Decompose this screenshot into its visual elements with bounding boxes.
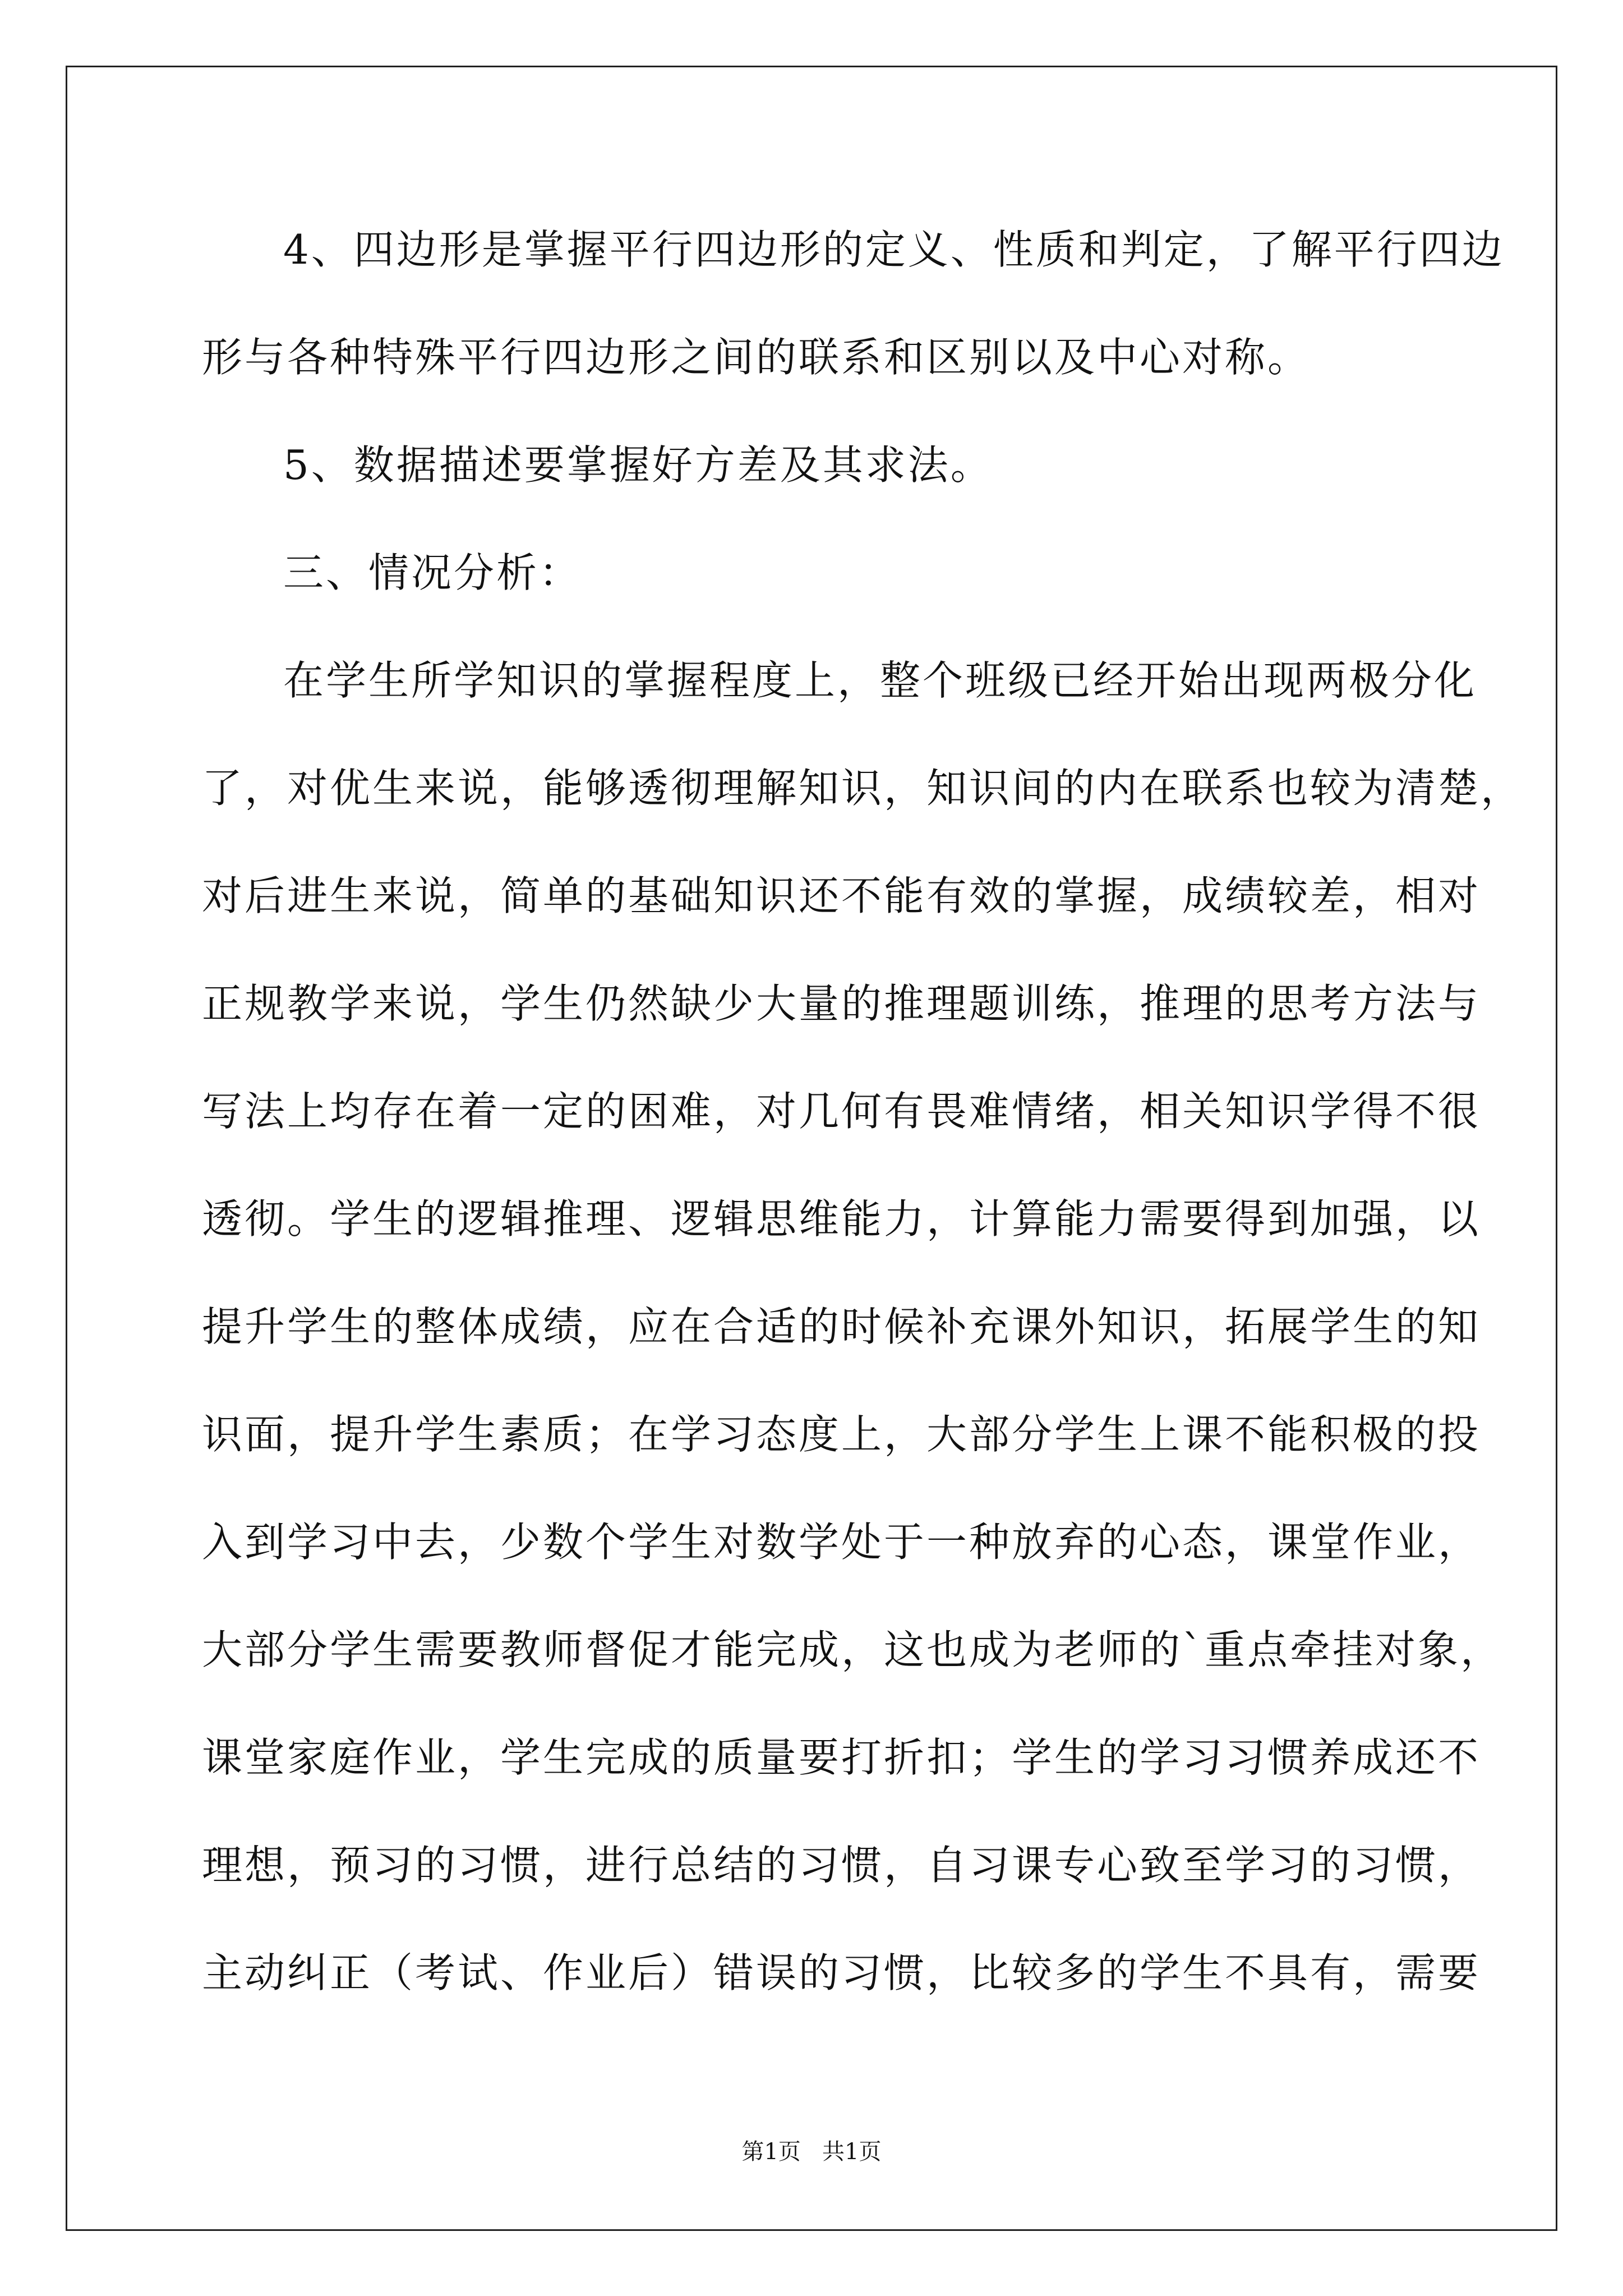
text-line: 写法上均存在着一定的困难，对几何有畏难情绪，相关知识学得不很 — [202, 1088, 1481, 1135]
page-number-footer: 第1页 共1页 — [741, 2139, 882, 2165]
text-line: 正规教学来说，学生仍然缺少大量的推理题训练，推理的思考方法与 — [202, 980, 1481, 1027]
text-line: 在学生所学知识的掌握程度上，整个班级已经开始出现两极分化 — [283, 657, 1477, 704]
text-line: 透彻。学生的逻辑推理、逻辑思维能力，计算能力需要得到加强，以 — [202, 1195, 1481, 1243]
text-line: 形与各种特殊平行四边形之间的联系和区别以及中心对称。 — [202, 334, 1311, 381]
text-line: 提升学生的整体成绩，应在合适的时候补充课外知识，拓展学生的知 — [202, 1303, 1481, 1350]
text-line: 主动纠正（考试、作业后）错误的习惯，比较多的学生不具有，需要 — [202, 1949, 1481, 1996]
text-line: 大部分学生需要教师督促才能完成，这也成为老师的`重点牵挂对象， — [202, 1626, 1504, 1673]
document-body — [202, 216, 1524, 2047]
text-line: 5、数据描述要掌握好方差及其求法。 — [283, 441, 993, 489]
text-line: 对后进生来说，简单的基础知识还不能有效的掌握，成绩较差，相对 — [202, 872, 1481, 919]
text-line: 识面，提升学生素质；在学习态度上，大部分学生上课不能积极的投 — [202, 1411, 1481, 1458]
text-line: 入到学习中去，少数个学生对数学处于一种放弃的心态，课堂作业， — [202, 1519, 1481, 1566]
section-heading: 三、情况分析： — [283, 549, 582, 596]
text-line: 理想，预习的习惯，进行总结的习惯，自习课专心致至学习的习惯， — [202, 1842, 1481, 1889]
text-line: 课堂家庭作业，学生完成的质量要打折扣；学生的学习习惯养成还不 — [202, 1734, 1481, 1781]
text-line: 了，对优生来说，能够透彻理解知识，知识间的内在联系也较为清楚， — [202, 765, 1524, 812]
text-line: 4、四边形是掌握平行四边形的定义、性质和判定，了解平行四边 — [283, 226, 1505, 273]
